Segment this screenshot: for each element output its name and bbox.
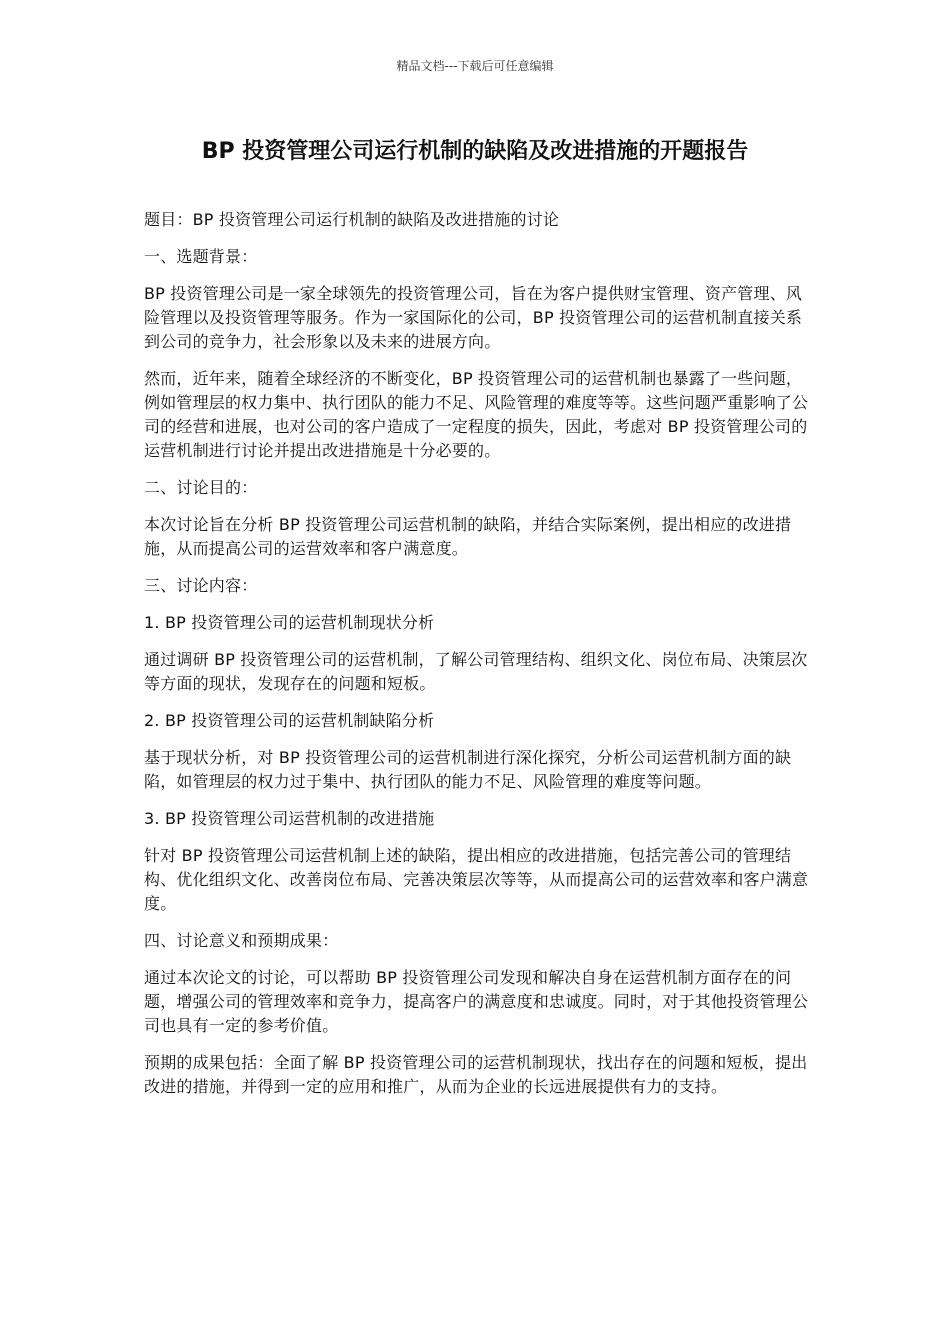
document-body bbox=[144, 208, 810, 1112]
paragraph-topic: 题目：BP 投资管理公司运行机制的缺陷及改进措施的讨论 bbox=[144, 210, 560, 229]
paragraph: 然而，近年来，随着全球经济的不断变化，BP 投资管理公司的运营机制也暴露了一些问题，例如管理层的权力集中、执行团队的能力不足、风险管理的难度等等。这些问题严重影响了公司的经营和进展，也对公司的客户造成了一定程度的损失，因此，考虑对 BP 投资管理公司的运营机制进行讨论并提出改进措施是十分必要的。 bbox=[144, 369, 809, 460]
subsection-heading: 1. BP 投资管理公司的运营机制现状分析 bbox=[144, 613, 435, 632]
paragraph: 通过本次论文的讨论，可以帮助 BP 投资管理公司发现和解决自身在运营机制方面存在的问题，增强公司的管理效率和竞争力，提高客户的满意度和忠诚度。同时，对于其他投资管理公司也具有一定的参考价值。 bbox=[144, 968, 809, 1035]
paragraph: 针对 BP 投资管理公司运营机制上述的缺陷，提出相应的改进措施，包括完善公司的管理结构、优化组织文化、改善岗位布局、完善决策层次等等，从而提高公司的运营效率和客户满意度。 bbox=[144, 846, 809, 913]
paragraph: 通过调研 BP 投资管理公司的运营机制，了解公司管理结构、组织文化、岗位布局、决策层次等方面的现状，发现存在的问题和短板。 bbox=[144, 650, 808, 693]
page-header: 精品文档---下载后可任意编辑 bbox=[396, 59, 554, 73]
section-heading-significance: 四、讨论意义和预期成果： bbox=[144, 931, 339, 950]
paragraph: 预期的成果包括：全面了解 BP 投资管理公司的运营机制现状，找出存在的问题和短板，提出改进的措施，并得到一定的应用和推广，从而为企业的长远进展提供有力的支持。 bbox=[144, 1053, 808, 1096]
section-heading-content: 三、讨论内容： bbox=[144, 576, 258, 595]
paragraph: BP 投资管理公司是一家全球领先的投资管理公司，旨在为客户提供财宝管理、资产管理、风险管理以及投资管理等服务。作为一家国际化的公司，BP 投资管理公司的运营机制直接关系到公司的竞争力，社会形象以及未来的进展方向。 bbox=[144, 284, 803, 351]
section-heading-background: 一、选题背景： bbox=[144, 247, 258, 266]
paragraph: 基于现状分析，对 BP 投资管理公司的运营机制进行深化探究，分析公司运营机制方面的缺陷，如管理层的权力过于集中、执行团队的能力不足、风险管理的难度等问题。 bbox=[144, 748, 792, 791]
subsection-heading: 2. BP 投资管理公司的运营机制缺陷分析 bbox=[144, 711, 435, 730]
document-title: BP 投资管理公司运行机制的缺陷及改进措施的开题报告 bbox=[201, 139, 749, 164]
paragraph: 本次讨论旨在分析 BP 投资管理公司运营机制的缺陷，并结合实际案例，提出相应的改进措施，从而提高公司的运营效率和客户满意度。 bbox=[144, 515, 792, 558]
subsection-heading: 3. BP 投资管理公司运营机制的改进措施 bbox=[144, 809, 435, 828]
section-heading-purpose: 二、讨论目的： bbox=[144, 478, 258, 497]
